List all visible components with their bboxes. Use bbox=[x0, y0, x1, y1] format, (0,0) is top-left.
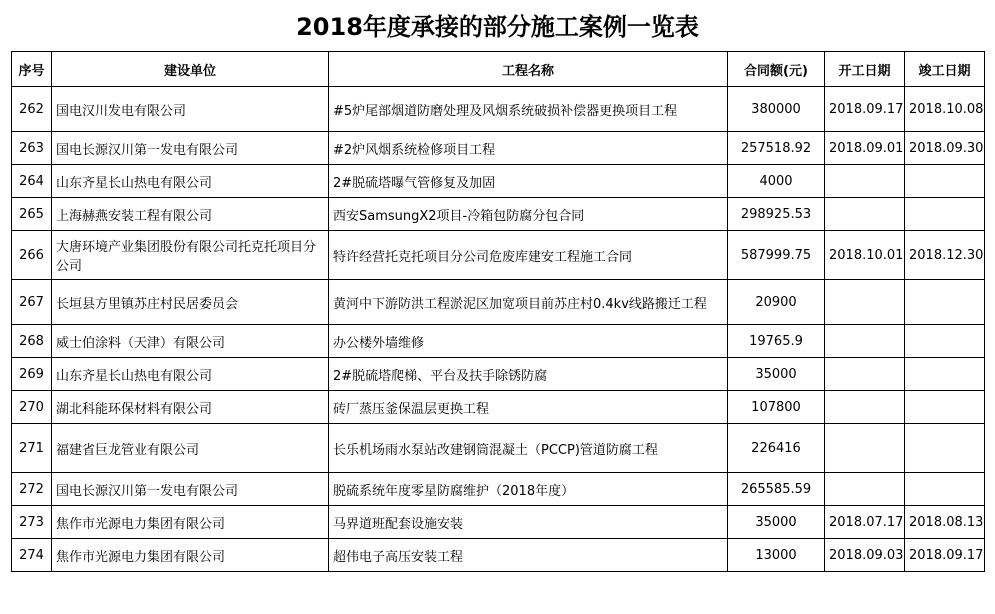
cell-end bbox=[905, 198, 985, 231]
cell-unit: 大唐环境产业集团股份有限公司托克托项目分公司 bbox=[52, 231, 329, 280]
cell-end bbox=[905, 165, 985, 198]
cell-amount: 257518.92 bbox=[728, 132, 825, 165]
cell-project: 2#脱硫塔曝气管修复及加固 bbox=[329, 165, 728, 198]
cell-start: 2018.07.17 bbox=[825, 506, 905, 539]
cell-start bbox=[825, 424, 905, 473]
cell-amount: 20900 bbox=[728, 280, 825, 325]
cell-no: 262 bbox=[12, 87, 52, 132]
projects-table bbox=[11, 51, 985, 572]
cell-no: 265 bbox=[12, 198, 52, 231]
cell-no: 264 bbox=[12, 165, 52, 198]
cell-no: 269 bbox=[12, 358, 52, 391]
cell-amount: 4000 bbox=[728, 165, 825, 198]
cell-end bbox=[905, 473, 985, 506]
cell-unit: 湖北科能环保材料有限公司 bbox=[52, 391, 329, 424]
cell-amount: 19765.9 bbox=[728, 325, 825, 358]
cell-start bbox=[825, 165, 905, 198]
header-start-date: 开工日期 bbox=[825, 52, 905, 87]
header-project: 工程名称 bbox=[329, 52, 728, 87]
cell-project: 脱硫系统年度零星防腐维护（2018年度） bbox=[329, 473, 728, 506]
cell-project: #5炉尾部烟道防磨处理及风烟系统破损补偿器更换项目工程 bbox=[329, 87, 728, 132]
cell-end bbox=[905, 424, 985, 473]
cell-amount: 298925.53 bbox=[728, 198, 825, 231]
cell-start: 2018.09.01 bbox=[825, 132, 905, 165]
table-row bbox=[12, 539, 985, 572]
cell-unit: 上海赫燕安装工程有限公司 bbox=[52, 198, 329, 231]
cell-project: 砖厂蒸压釜保温层更换工程 bbox=[329, 391, 728, 424]
cell-no: 272 bbox=[12, 473, 52, 506]
cell-end bbox=[905, 391, 985, 424]
cell-end: 2018.08.13 bbox=[905, 506, 985, 539]
cell-project: 超伟电子高压安装工程 bbox=[329, 539, 728, 572]
cell-amount: 226416 bbox=[728, 424, 825, 473]
cell-amount: 380000 bbox=[728, 87, 825, 132]
cell-end: 2018.09.17 bbox=[905, 539, 985, 572]
cell-start bbox=[825, 280, 905, 325]
cell-unit: 焦作市光源电力集团有限公司 bbox=[52, 539, 329, 572]
cell-unit: 山东齐星长山热电有限公司 bbox=[52, 358, 329, 391]
cell-project: 2#脱硫塔爬梯、平台及扶手除锈防腐 bbox=[329, 358, 728, 391]
cell-unit: 福建省巨龙管业有限公司 bbox=[52, 424, 329, 473]
header-end-date: 竣工日期 bbox=[905, 52, 985, 87]
header-amount: 合同额(元) bbox=[728, 52, 825, 87]
cell-end bbox=[905, 358, 985, 391]
cell-unit: 焦作市光源电力集团有限公司 bbox=[52, 506, 329, 539]
cell-start bbox=[825, 325, 905, 358]
cell-end: 2018.12.30 bbox=[905, 231, 985, 280]
cell-end: 2018.09.30 bbox=[905, 132, 985, 165]
cell-project: 办公楼外墙维修 bbox=[329, 325, 728, 358]
cell-amount: 35000 bbox=[728, 506, 825, 539]
cell-no: 266 bbox=[12, 231, 52, 280]
table-row bbox=[12, 165, 985, 198]
cell-project: 特许经营托克托项目分公司危废库建安工程施工合同 bbox=[329, 231, 728, 280]
cell-end: 2018.10.08 bbox=[905, 87, 985, 132]
cell-no: 268 bbox=[12, 325, 52, 358]
cell-amount: 13000 bbox=[728, 539, 825, 572]
table-row bbox=[12, 231, 985, 280]
cell-no: 263 bbox=[12, 132, 52, 165]
header-no: 序号 bbox=[12, 52, 52, 87]
cell-no: 271 bbox=[12, 424, 52, 473]
page-title: 2018年度承接的部分施工案例一览表 bbox=[296, 13, 699, 41]
cell-no: 273 bbox=[12, 506, 52, 539]
cell-project: 西安SamsungX2项目-冷箱包防腐分包合同 bbox=[329, 198, 728, 231]
cell-amount: 35000 bbox=[728, 358, 825, 391]
table-row bbox=[12, 391, 985, 424]
table-header-row bbox=[12, 52, 985, 87]
cell-start: 2018.09.03 bbox=[825, 539, 905, 572]
cell-project: #2炉风烟系统检修项目工程 bbox=[329, 132, 728, 165]
cell-start bbox=[825, 358, 905, 391]
cell-end bbox=[905, 280, 985, 325]
cell-project: 长乐机场雨水泵站改建钢筒混凝土（PCCP)管道防腐工程 bbox=[329, 424, 728, 473]
table-row bbox=[12, 473, 985, 506]
table-row bbox=[12, 280, 985, 325]
cell-amount: 587999.75 bbox=[728, 231, 825, 280]
cell-start bbox=[825, 473, 905, 506]
cell-unit: 国电长源汉川第一发电有限公司 bbox=[52, 473, 329, 506]
cell-project: 黄河中下游防洪工程淤泥区加宽项目前苏庄村0.4kv线路搬迁工程 bbox=[329, 280, 728, 325]
cell-end bbox=[905, 325, 985, 358]
cell-no: 274 bbox=[12, 539, 52, 572]
header-unit: 建设单位 bbox=[52, 52, 329, 87]
cell-no: 270 bbox=[12, 391, 52, 424]
cell-start: 2018.09.17 bbox=[825, 87, 905, 132]
table-row bbox=[12, 198, 985, 231]
cell-start: 2018.10.01 bbox=[825, 231, 905, 280]
cell-unit: 长垣县方里镇苏庄村民居委员会 bbox=[52, 280, 329, 325]
cell-no: 267 bbox=[12, 280, 52, 325]
table-row bbox=[12, 87, 985, 132]
cell-start bbox=[825, 391, 905, 424]
cell-amount: 107800 bbox=[728, 391, 825, 424]
table-row bbox=[12, 325, 985, 358]
cell-unit: 威士伯涂料（天津）有限公司 bbox=[52, 325, 329, 358]
table-row bbox=[12, 506, 985, 539]
table-row bbox=[12, 358, 985, 391]
cell-unit: 国电长源汉川第一发电有限公司 bbox=[52, 132, 329, 165]
cell-unit: 山东齐星长山热电有限公司 bbox=[52, 165, 329, 198]
table-row bbox=[12, 132, 985, 165]
cell-start bbox=[825, 198, 905, 231]
cell-amount: 265585.59 bbox=[728, 473, 825, 506]
cell-unit: 国电汉川发电有限公司 bbox=[52, 87, 329, 132]
table-row bbox=[12, 424, 985, 473]
cell-project: 马界道班配套设施安装 bbox=[329, 506, 728, 539]
